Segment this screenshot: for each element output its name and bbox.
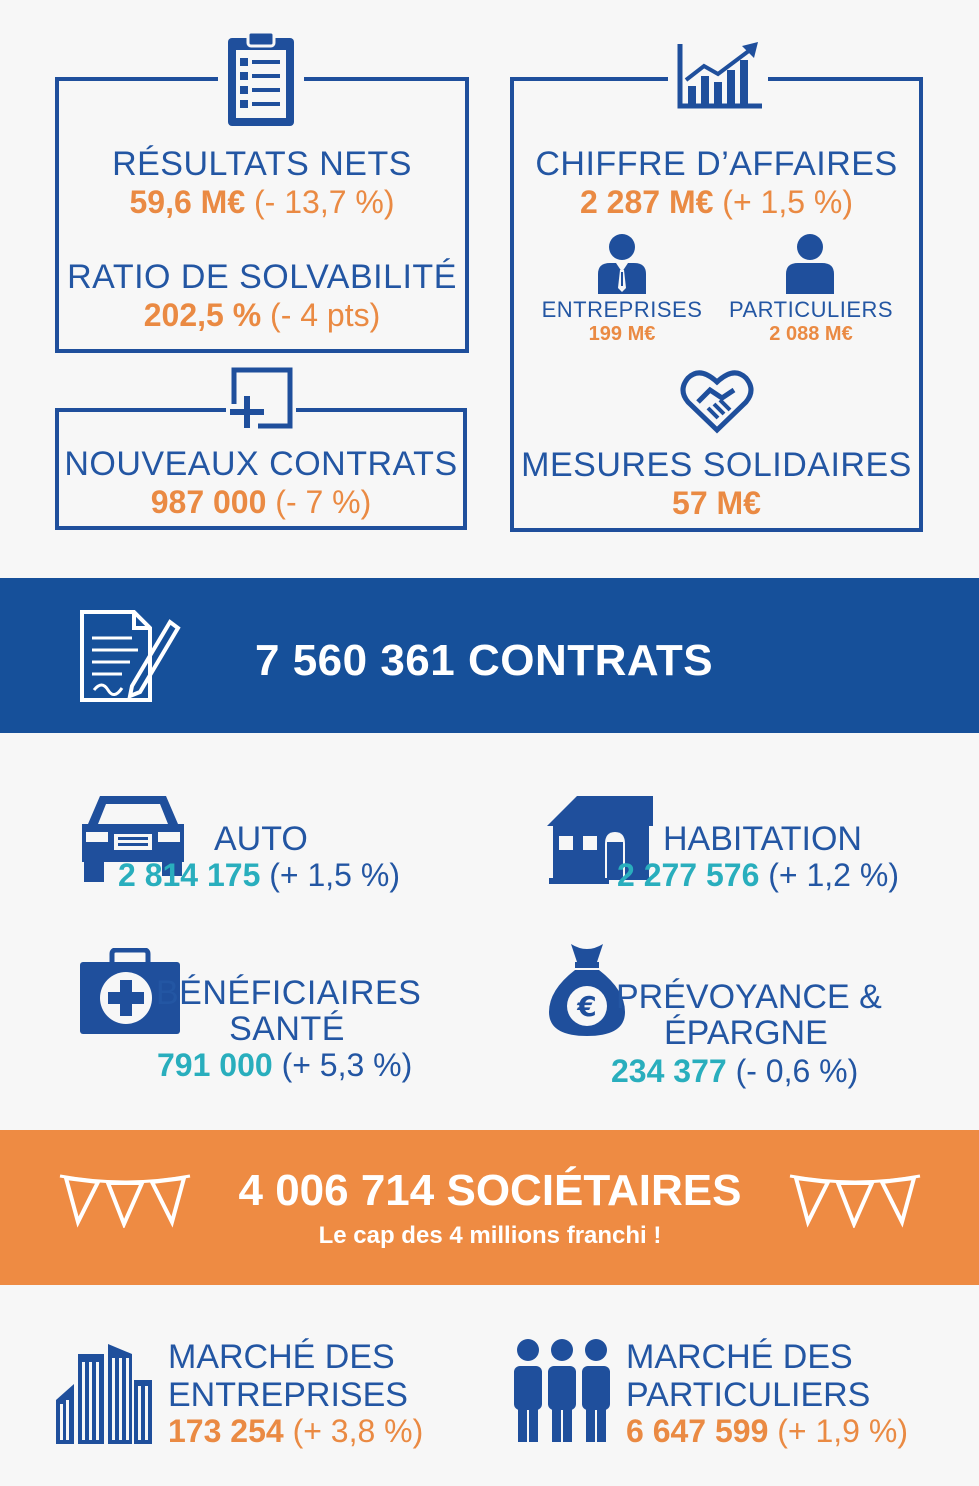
contract-pen-icon [78, 608, 184, 704]
societaires-subtitle: Le cap des 4 millions franchi ! [318, 1222, 662, 1249]
nouveaux-value: 987 000 [150, 484, 267, 520]
marche-particuliers-label-2: PARTICULIERS [626, 1376, 871, 1414]
contrats-title: 7 560 361 CONTRATS [255, 636, 714, 685]
chiffre-label: CHIFFRE D’AFFAIRES [535, 145, 898, 183]
sante-label-2: SANTÉ [229, 1010, 345, 1048]
marche-particuliers-value: 6 647 599 [626, 1413, 769, 1449]
habitation-value: 2 277 576 [617, 857, 760, 893]
particuliers-label: PARTICULIERS [728, 297, 894, 322]
sante-change: (+ 5,3 %) [281, 1047, 413, 1083]
businessman-icon [594, 232, 650, 294]
resultats-value: 59,6 M€ [129, 184, 246, 220]
solvabilite-value: 202,5 % [143, 297, 262, 333]
prevoyance-value: 234 377 [611, 1053, 727, 1089]
solvabilite-change: (- 4 pts) [270, 297, 381, 333]
auto-value: 2 814 175 [118, 857, 261, 893]
chiffre-value: 2 287 M€ [579, 184, 714, 220]
svg-text:€: € [577, 990, 597, 1023]
clipboard-icon [218, 30, 304, 130]
marche-entreprises-value: 173 254 [168, 1413, 284, 1449]
prevoyance-label-2: ÉPARGNE [664, 1014, 828, 1052]
auto-change: (+ 1,5 %) [269, 857, 400, 893]
bunting-icon [58, 1166, 192, 1228]
marche-entreprises-label-2: ENTREPRISES [168, 1376, 408, 1414]
sante-label-1: BÉNÉFICIAIRES [156, 974, 422, 1012]
prevoyance-label-1: PRÉVOYANCE & [616, 978, 882, 1016]
societaires-title: 4 006 714 SOCIÉTAIRES [238, 1166, 742, 1215]
sante-value: 791 000 [157, 1047, 273, 1083]
people-group-icon [512, 1336, 612, 1444]
plus-square-icon [226, 366, 296, 432]
nouveaux-change: (- 7 %) [275, 484, 372, 520]
habitation-label: HABITATION [663, 820, 862, 858]
marche-particuliers-change: (+ 1,9 %) [777, 1413, 908, 1449]
habitation-change: (+ 1,2 %) [768, 857, 899, 893]
resultats-change: (- 13,7 %) [254, 184, 395, 220]
prevoyance-change: (- 0,6 %) [735, 1053, 859, 1089]
marche-entreprises-label-1: MARCHÉ DES [168, 1338, 395, 1376]
entreprises-value: 199 M€ [588, 323, 656, 345]
bunting-icon [788, 1166, 922, 1228]
auto-label: AUTO [214, 820, 308, 858]
mesures-label: MESURES SOLIDAIRES [521, 446, 912, 484]
solvabilite-label: RATIO DE SOLVABILITÉ [67, 258, 457, 296]
marche-entreprises-change: (+ 3,8 %) [292, 1413, 424, 1449]
buildings-icon [54, 1340, 154, 1444]
particuliers-value: 2 088 M€ [769, 323, 853, 345]
resultats-label: RÉSULTATS NETS [112, 145, 412, 183]
nouveaux-label: NOUVEAUX CONTRATS [64, 445, 458, 483]
mesures-value: 57 M€ [672, 485, 761, 521]
chiffre-change: (+ 1,5 %) [722, 184, 854, 220]
chart-up-icon [668, 40, 768, 112]
entreprises-label: ENTREPRISES [541, 297, 703, 322]
person-icon [782, 232, 838, 294]
marche-particuliers-label-1: MARCHÉ DES [626, 1338, 853, 1376]
handshake-heart-icon [680, 368, 754, 434]
